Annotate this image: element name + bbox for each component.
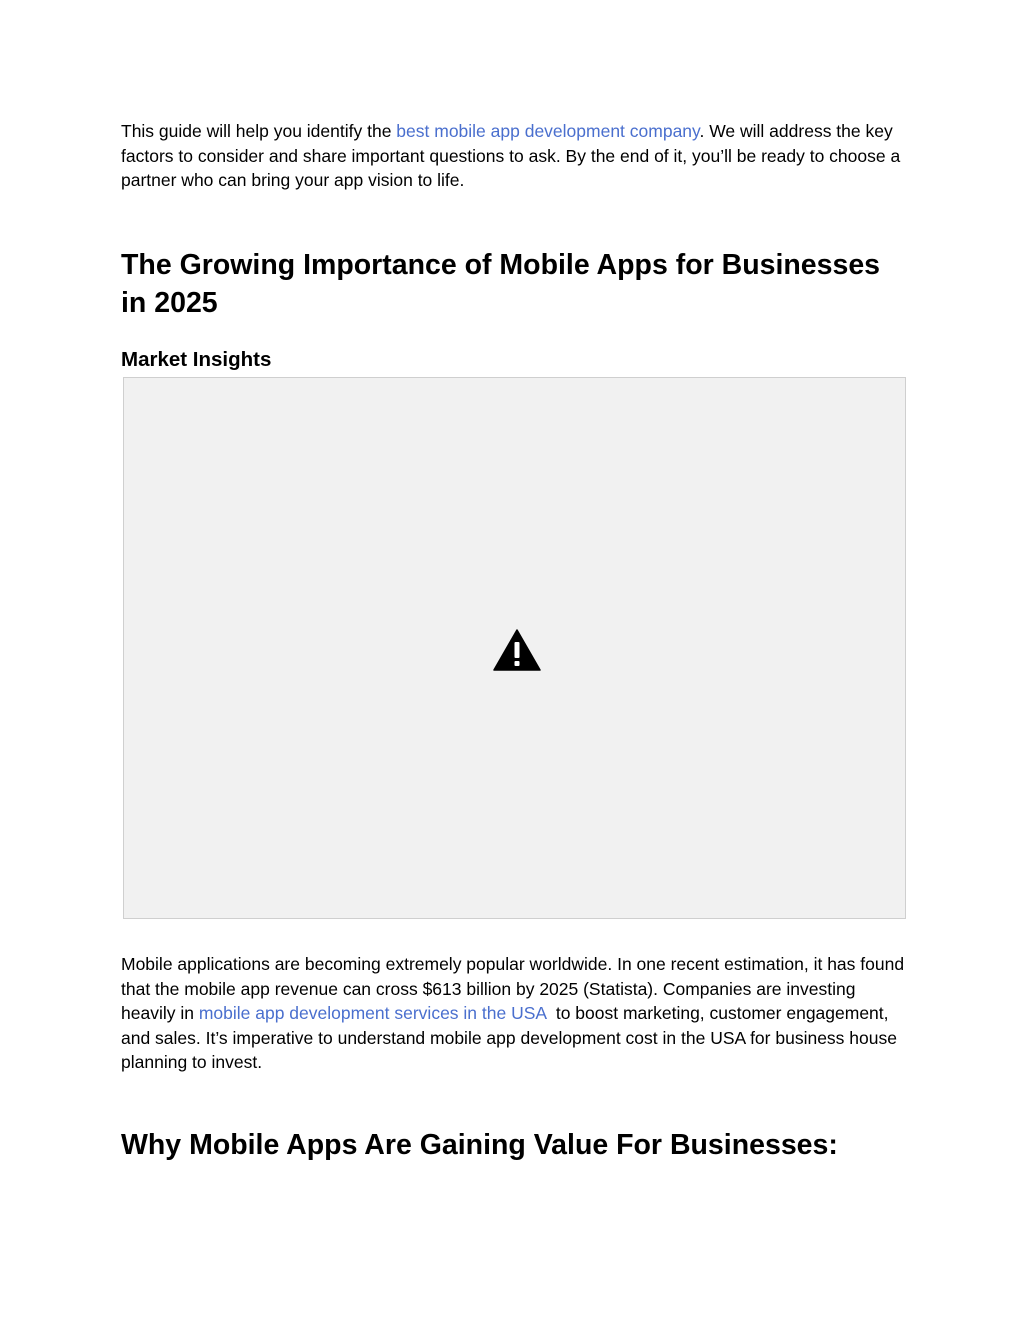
body-text-after-link: to boost marketing, customer engagement, and sales. It’s imperative to understand mobile app development cost in the USA for business house planning to invest. (121, 1003, 902, 1072)
services-usa-link[interactable]: mobile app development services in the USA (198, 1003, 547, 1023)
heading-growing-importance: The Growing Importance of Mobile Apps for Businesses in 2025 (121, 249, 881, 319)
best-company-link[interactable]: best mobile app development company (396, 121, 700, 141)
heading-why-gaining-value: Why Mobile Apps Are Gaining Value For Businesses: (121, 1129, 838, 1161)
heading-market-insights: Market Insights (121, 348, 272, 371)
body-text-before-link: Mobile applications are becoming extremely popular worldwide. In one recent estimation, it has found that the mobile app revenue can cross $613 billion by 2025 (Statista). Companies are investing heavily in (121, 954, 905, 1023)
market-paragraph (121, 952, 906, 1075)
broken-image-placeholder (123, 377, 906, 919)
intro-text-after-link: . We will address the key factors to consider and share important questions to ask. By the end of it, you’ll be ready to choose a partner who can bring your app vision to life. (121, 121, 901, 190)
intro-paragraph (121, 119, 906, 193)
intro-text-before-link: This guide will help you identify the (121, 121, 397, 141)
warning-icon (493, 629, 541, 671)
